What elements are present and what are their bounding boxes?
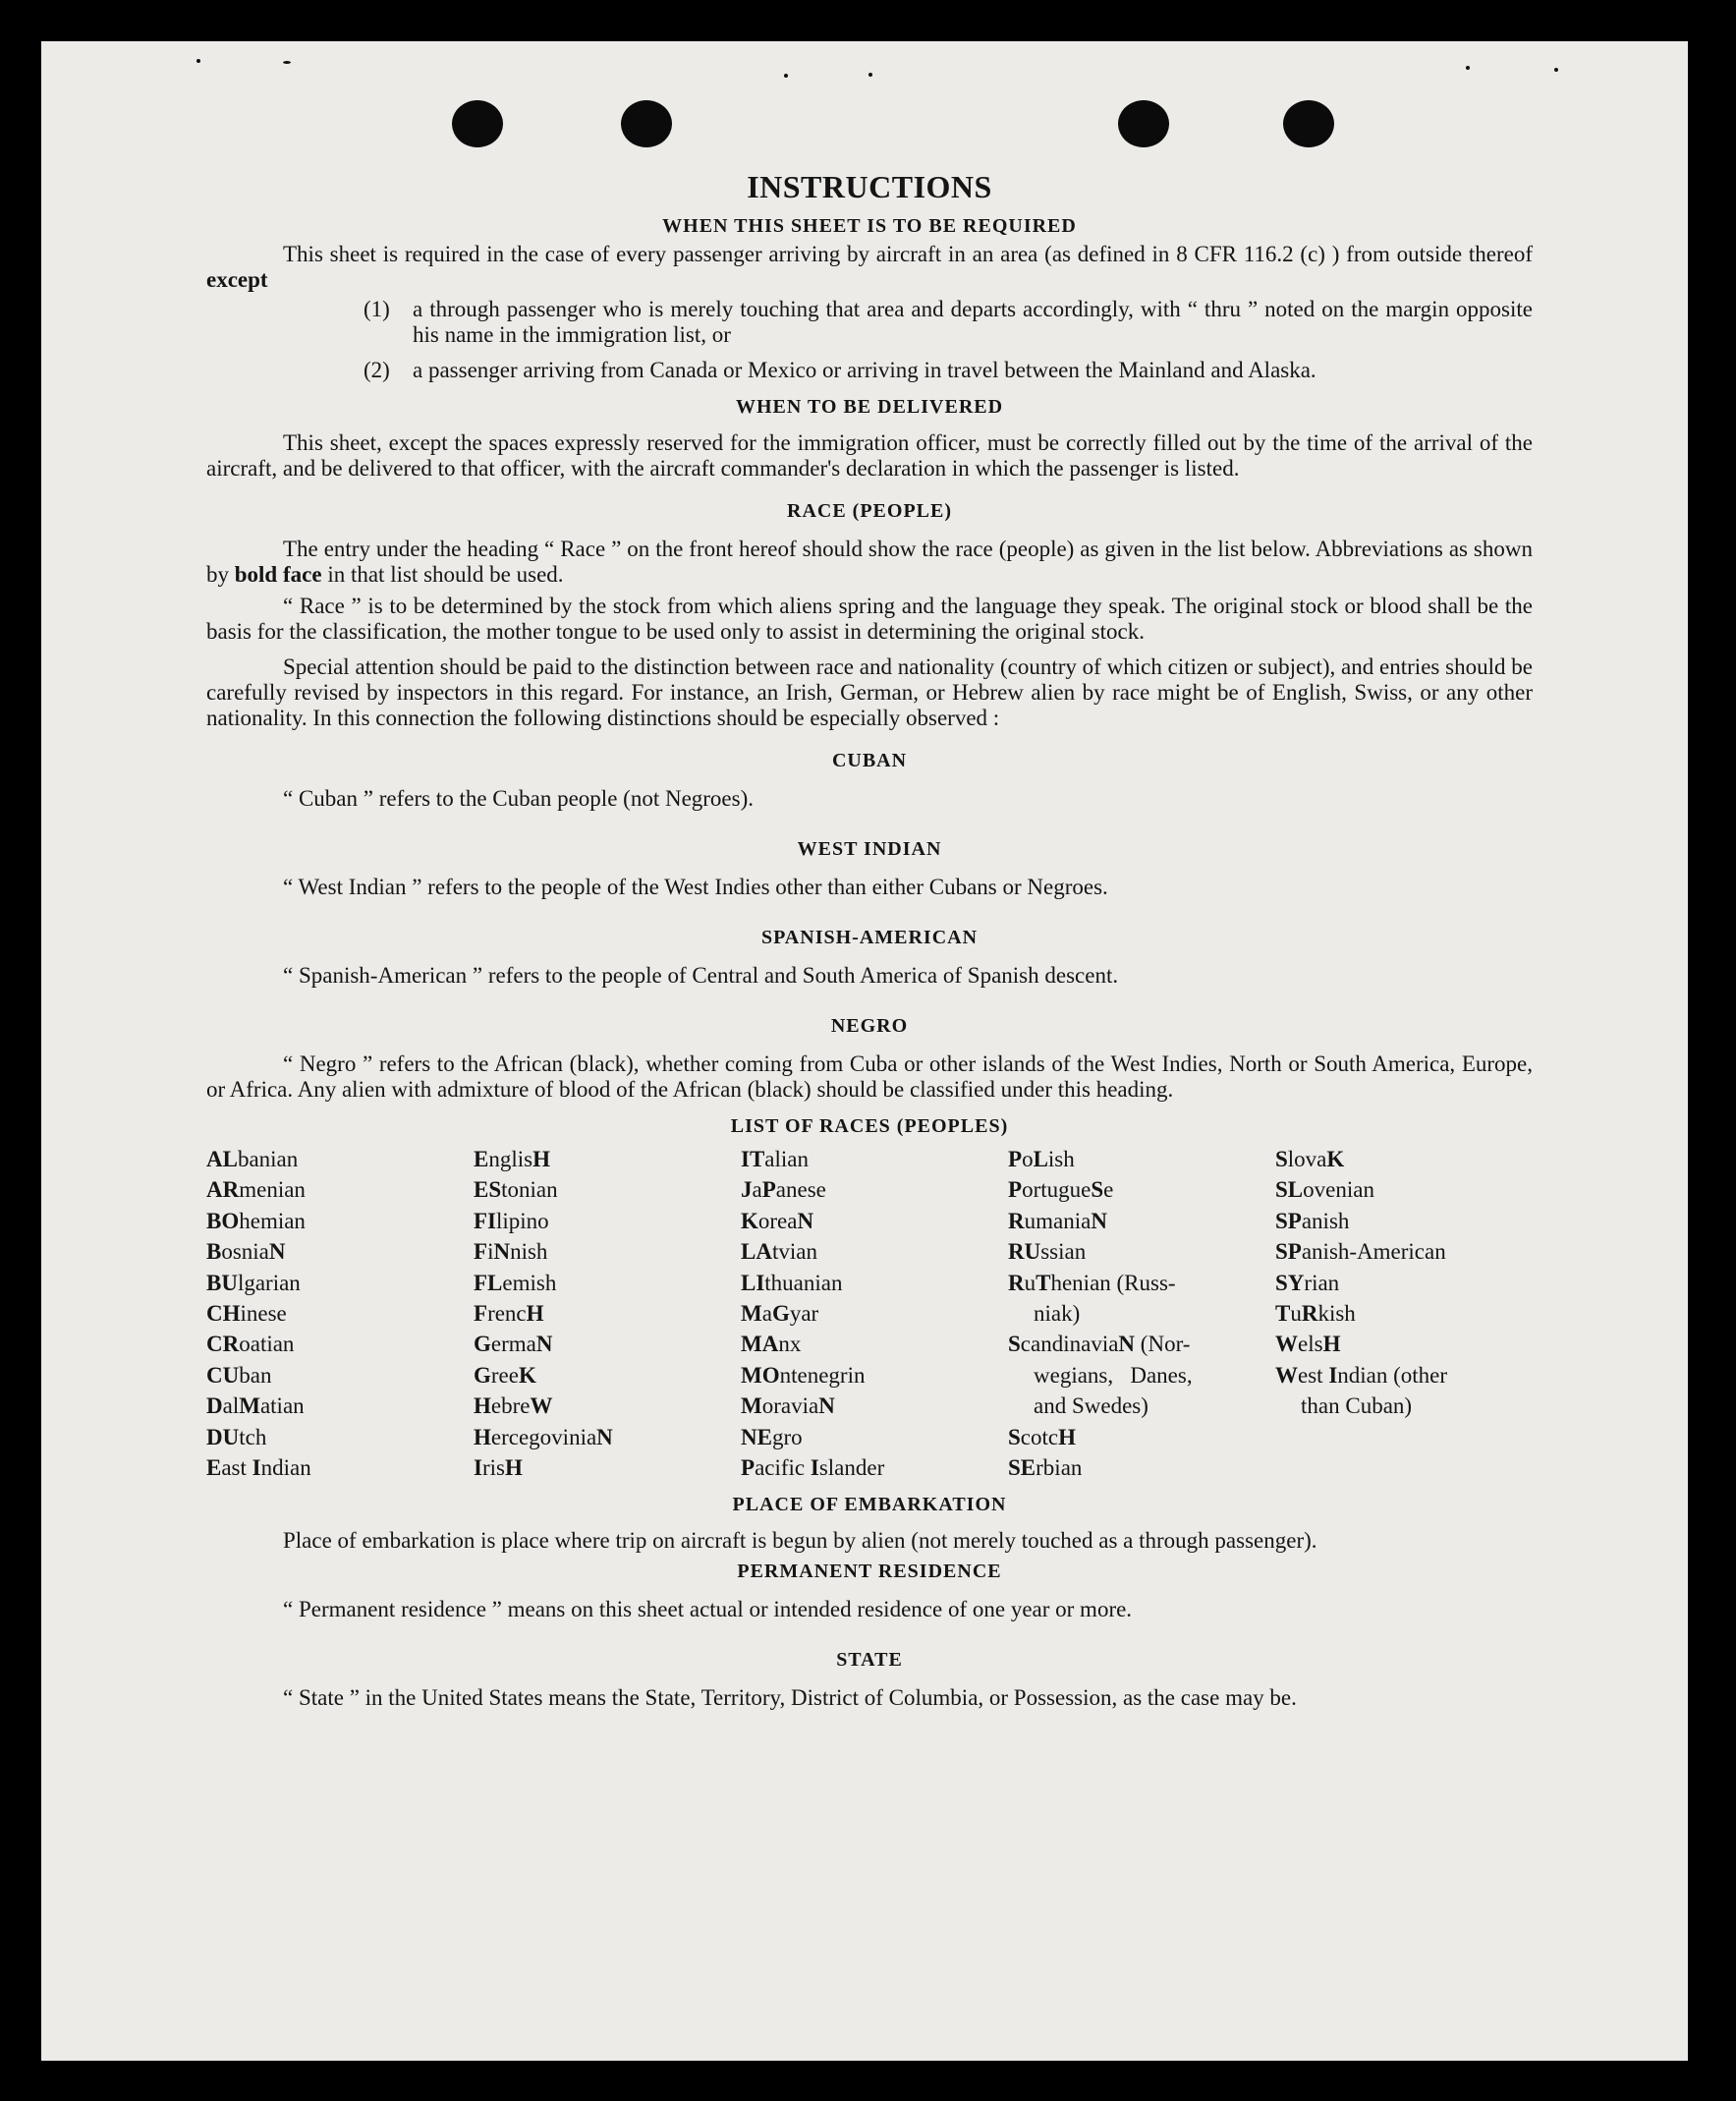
when-delivered-text: This sheet, except the spaces expressly reserved for the immigration officer, must be correctly filled out by the time of the arrival of the aircraft, and be delivered to that officer, with the aircraft commander's declaration in which the passenger is listed. [206,430,1533,481]
race-entry: ScotcH [1008,1424,1076,1449]
race-entry: FrencH [474,1301,544,1327]
race-entry: RUssian [1008,1239,1087,1265]
cuban-text: “ Cuban ” refers to the Cuban people (not Negroes). [283,786,755,811]
race-entry: TuRkish [1275,1301,1356,1327]
race-entry: SPanish [1275,1208,1350,1233]
race-entry: HebreW [474,1393,553,1419]
race-entry: ARmenian [206,1177,306,1203]
race-entry: MoraviaN [741,1393,835,1419]
speck [196,59,200,63]
race-entry: West Indian (other [1275,1362,1448,1388]
heading-list-of-races: LIST OF RACES (PEOPLES) [730,1115,1009,1137]
race-entry: SYrian [1275,1270,1340,1295]
race-list [206,1144,1533,1483]
heading-spanish-american: SPANISH-AMERICAN [760,927,979,948]
race-paragraph-2: “ Race ” is to be determined by the stock from which aliens spring and the language they speak. The original stock or blood shall be the basis for the classification, the mother tongue to be used only to assist in determining the original stock. [206,594,1533,644]
race-column [741,1144,1008,1483]
race-entry: LAtvian [741,1239,817,1265]
race-entry: East Indian [206,1455,311,1481]
punch-hole [621,100,672,147]
heading-state: STATE [836,1649,903,1672]
document-sheet [41,41,1688,2061]
race-entry: CRoatian [206,1332,295,1357]
punch-hole [452,100,503,147]
speck [868,73,872,77]
race-entry: KoreaN [741,1208,814,1233]
embarkation-text: Place of embarkation is place where trip on aircraft is begun by alien (not merely touched as a through passenger). [283,1528,1317,1554]
race-entry: MaGyar [741,1301,819,1327]
race-entry: RumaniaN [1008,1208,1107,1233]
state-text: “ State ” in the United States means the State, Territory, District of Columbia, or Possession, as the case may be. [283,1685,1297,1711]
race-entry: IrisH [474,1455,523,1481]
punch-hole [1283,100,1334,147]
race-entry: DUtch [206,1424,267,1449]
heading-when-required: WHEN THIS SHEET IS TO BE REQUIRED [662,215,1077,237]
race-entry: WelsH [1275,1332,1341,1357]
heading-when-delivered: WHEN TO BE DELIVERED [735,396,1004,418]
race-entry: GermaN [474,1332,553,1357]
race-entry: wegians, Danes, [1034,1362,1193,1388]
race-entry: CHinese [206,1301,287,1327]
heading-race: RACE (PEOPLE) [787,500,952,522]
speck [1554,68,1558,72]
race-entry: BosniaN [206,1239,286,1265]
race-entry: and Swedes) [1034,1393,1148,1419]
page-title: INSTRUCTIONS [747,169,992,204]
race-entry: DalMatian [206,1393,305,1419]
race-entry: SErbian [1008,1455,1083,1481]
west-indian-text: “ West Indian ” refers to the people of the West Indies other than either Cubans or Negroes. [283,875,1108,899]
race-entry: ALbanian [206,1147,299,1171]
heading-negro: NEGRO [830,1015,909,1037]
race-entry: SPanish-American [1275,1239,1446,1265]
race-entry: MOntenegrin [741,1362,866,1388]
race-entry: BUlgarian [206,1270,301,1295]
residence-text: “ Permanent residence ” means on this sheet actual or intended residence of one year or more. [283,1597,1133,1622]
race-entry: CUban [206,1362,272,1388]
race-entry: Pacific Islander [741,1455,885,1481]
race-entry: SlovaK [1275,1147,1345,1171]
speck [784,74,788,78]
exception-item: (1) a through passenger who is merely touching that area and departs accordingly, with “ thru ” noted on the margin opposite his name in the immigration list, or [364,297,1533,347]
race-paragraph-3: Special attention should be paid to the distinction between race and nationality (country of which citizen or subject), and entries should be carefully revised by inspectors in this regard. For instance, an Irish, German, or Hebrew alien by race might be of English, Swiss, or any other nationality. In this connection the following distinctions should be especially observed : [206,654,1533,730]
race-entry: LIthuanian [741,1270,843,1295]
when-required-intro: This sheet is required in the case of every passenger arriving by aircraft in an area (as defined in 8 CFR 116.2 (c) ) from outside thereof except [206,242,1533,292]
race-entry: EnglisH [474,1147,550,1171]
race-entry: SLovenian [1275,1177,1374,1203]
race-entry: niak) [1034,1301,1081,1327]
punch-hole [1118,100,1169,147]
speck [283,61,291,64]
race-entry: HercegoviniaN [474,1424,613,1449]
race-entry: GreeK [474,1362,536,1388]
race-column [474,1144,741,1483]
race-entry: MAnx [741,1332,802,1357]
race-column [1008,1144,1275,1483]
race-entry: than Cuban) [1301,1393,1413,1419]
race-entry: PoLish [1008,1147,1075,1171]
race-entry: ITalian [741,1147,809,1171]
heading-west-indian: WEST INDIAN [797,838,942,860]
race-entry: EStonian [474,1177,558,1203]
heading-embarkation: PLACE OF EMBARKATION [732,1494,1007,1516]
race-entry: ScandinaviaN (Nor- [1008,1332,1191,1357]
race-paragraph-1: The entry under the heading “ Race ” on the front hereof should show the race (people) as given in the list below. Abbreviations as shown by bold face in that list should be used. [206,537,1533,587]
race-entry: PortugueSe [1008,1177,1114,1203]
race-entry: FIlipino [474,1208,549,1233]
exception-item: (2) a passenger arriving from Canada or Mexico or arriving in travel between the Mainland and Alaska. [364,358,1316,382]
heading-residence: PERMANENT RESIDENCE [737,1561,1002,1583]
race-entry: RuThenian (Russ- [1008,1270,1176,1295]
race-entry: NEgro [741,1424,803,1449]
race-entry: BOhemian [206,1208,306,1233]
instructions-content [206,165,1533,1711]
negro-text: “ Negro ” refers to the African (black), whether coming from Cuba or other islands of the West Indies, North or South America, Europe, or Africa. Any alien with admixture of blood of the African (black) should be classified under this heading. [206,1051,1533,1102]
race-column [1275,1144,1491,1483]
race-entry: JaPanese [741,1177,826,1203]
race-entry: FiNnish [474,1239,548,1265]
race-entry: FLemish [474,1270,557,1295]
heading-cuban: CUBAN [831,750,908,771]
speck [1466,66,1470,70]
race-column [206,1144,474,1483]
spanish-american-text: “ Spanish-American ” refers to the people of Central and South America of Spanish descent. [283,963,1119,988]
